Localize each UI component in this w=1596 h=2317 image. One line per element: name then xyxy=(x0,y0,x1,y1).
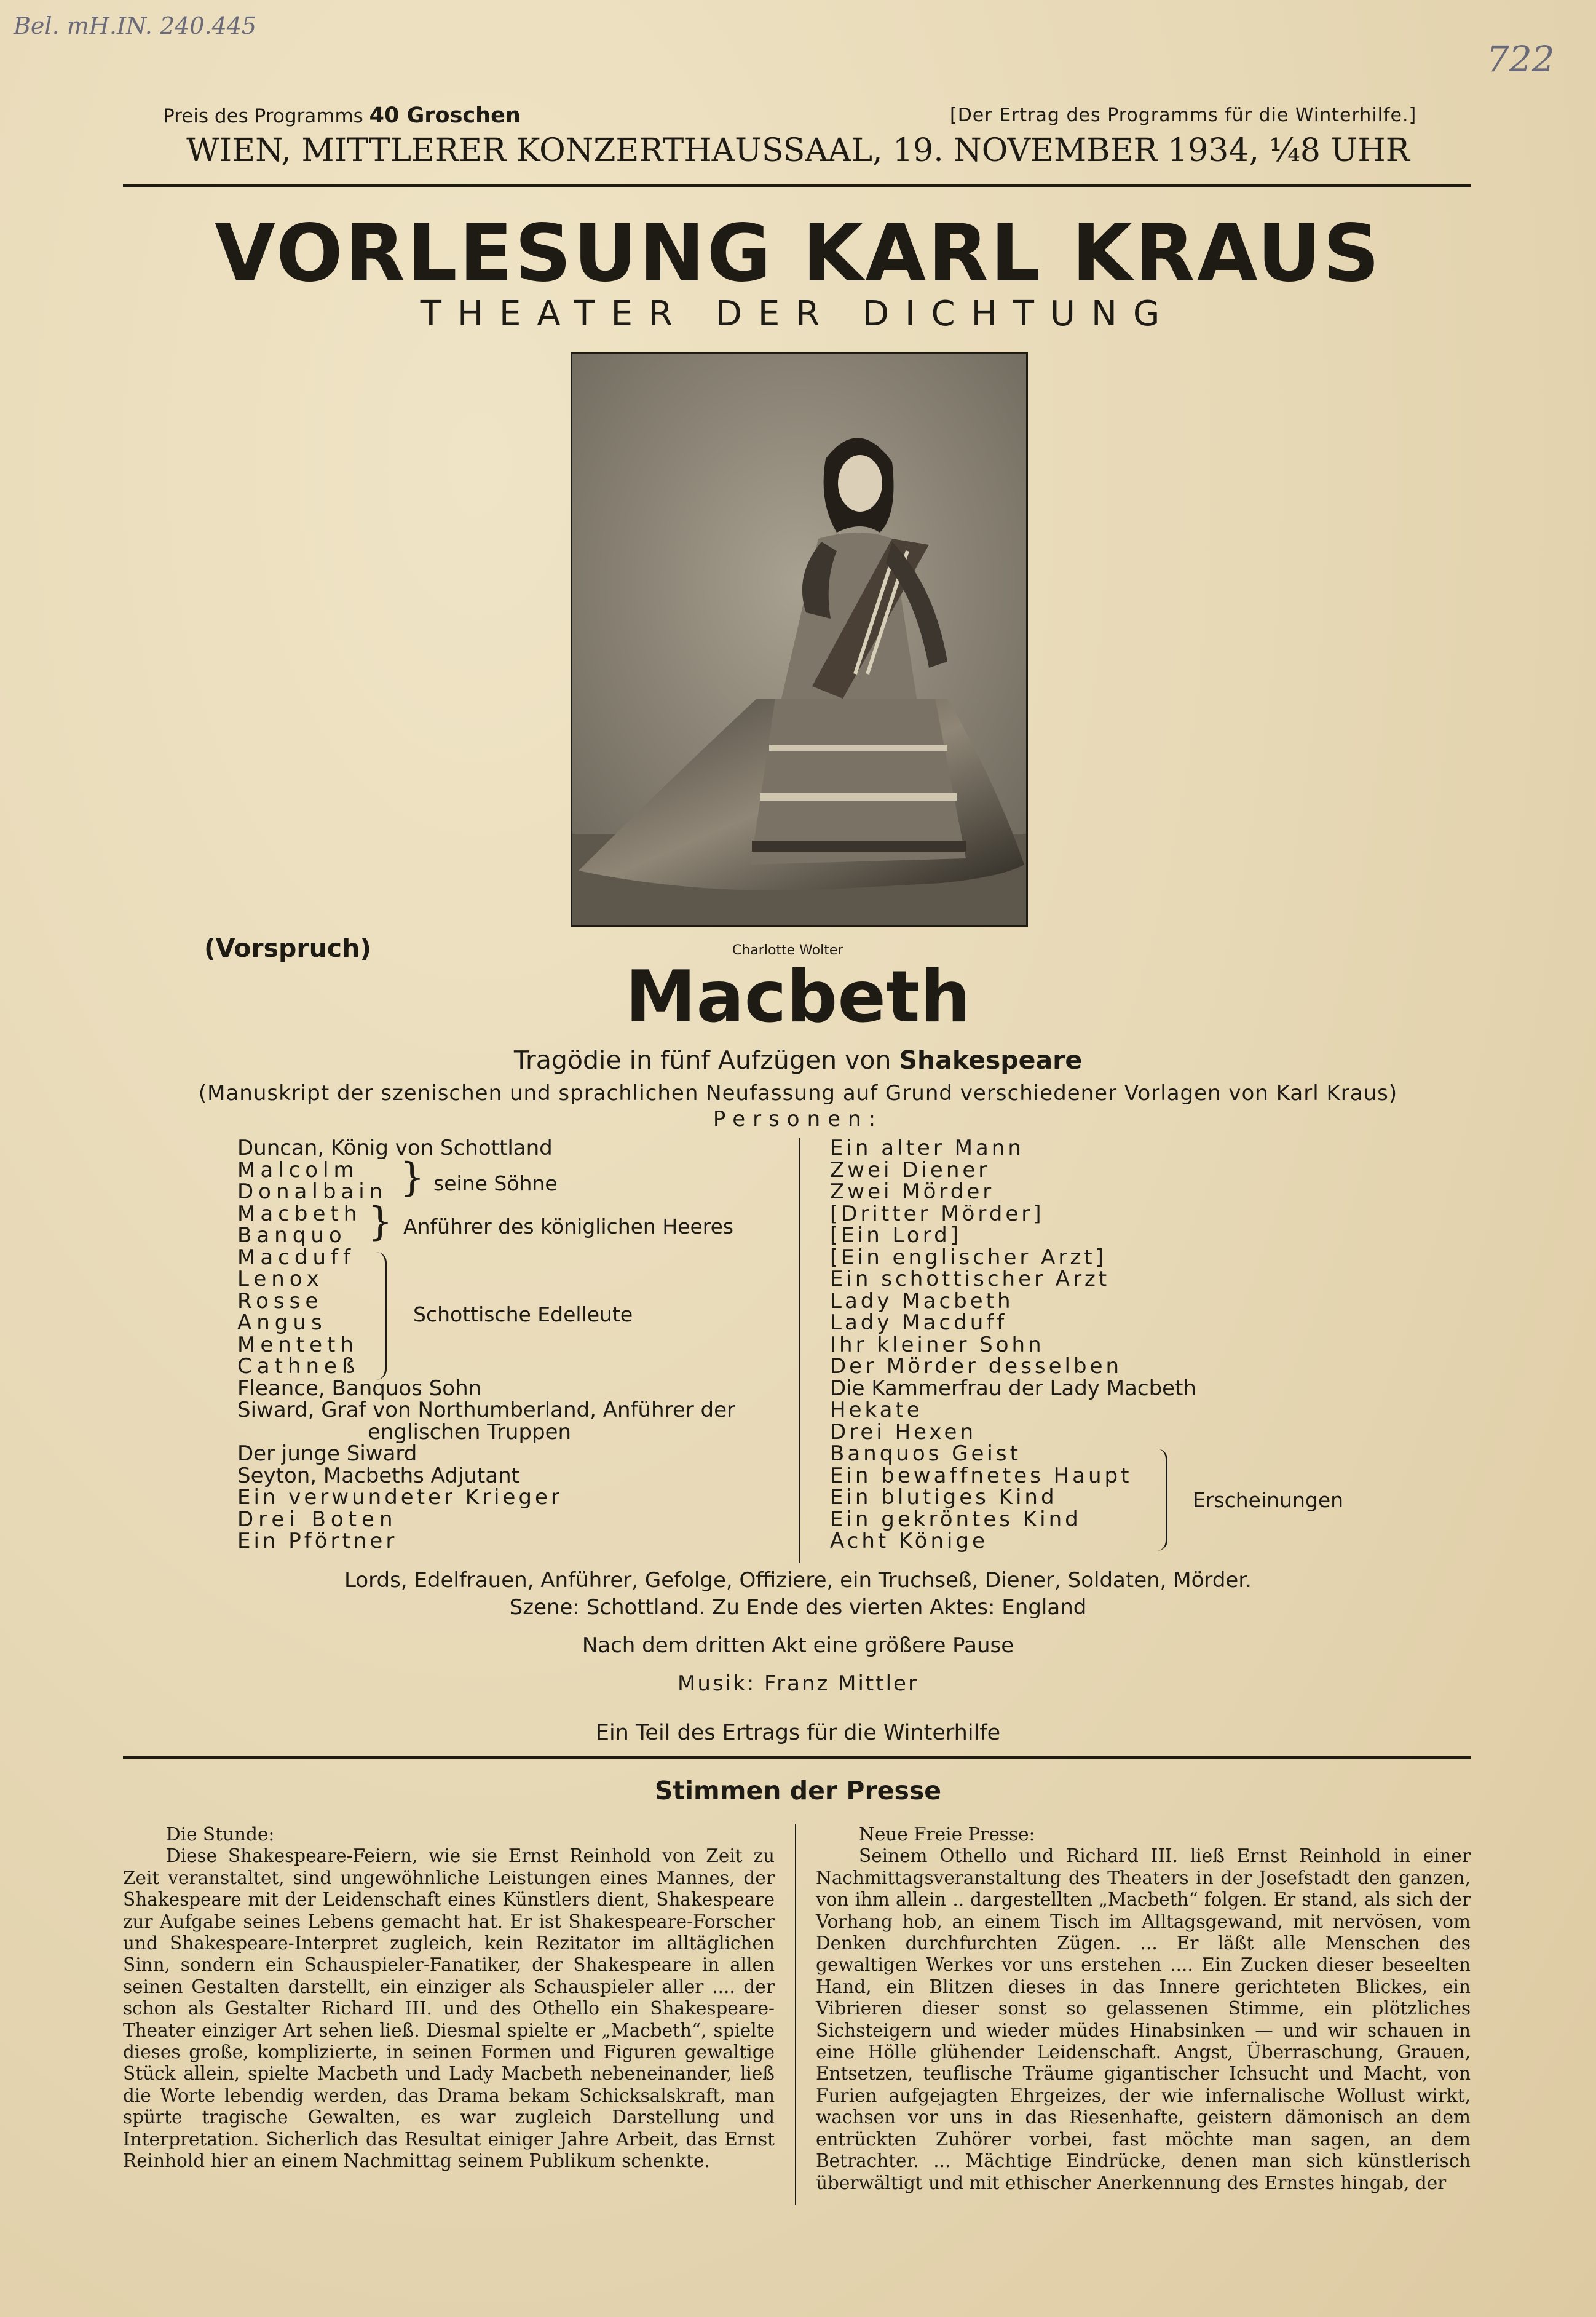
photo-caption: Charlotte Wolter xyxy=(732,943,843,958)
cast-macduff: Macduff xyxy=(237,1245,355,1270)
press-left-source: Die Stunde: xyxy=(166,1824,275,1845)
cast-angus: Angus xyxy=(237,1310,327,1335)
persons-heading: Personen: xyxy=(713,1107,883,1131)
press-right-source: Neue Freie Presse: xyxy=(859,1824,1035,1845)
manuscript-note: (Manuskript der szenischen und sprachlichen Neufassung auf Grund verschiedener Vorlagen von Karl Kraus) xyxy=(198,1081,1398,1106)
press-right-text: Seinem Othello und Richard III. ließ Ernst Reinhold in einer Nachmittagsveranstaltung des Theaters in der Josefstadt den ganzen, von ihm allein .. dargestellten „Macbeth“ folgen. Er stand, als sich der Vorhang hob, an einem Tisch im Alltagsgewand, mit nervösen, vom Denken durchfurchten Zügen. ... Er läßt alle Menschen des gewaltigen Werkes vor uns erstehen .... Ein Zucken dieser beseelten Hand, ein Blitzen dieses in das Innere gerichteten Blickes, ein Vibrieren dieser sonst so gelassenen Stimme, ein plötzliches Sichsteigern und wieder müdes Hinabsinken — und wir schauen in eine Hölle glühender Leidenschaft. Angst, Überraschung, Grauen, Entsetzen, teuflische Träume gigantischer Ichsucht und Macht, von Furien aufgejagten Ehrgeizes, der wie infernalische Wollust wirkt, wachsen vor uns in das Riesenhafte, geistern dämonisch an dem entrückten Zuhörer vorbei, fast möchte man sagen, an dem Betrachter. ... Mächtige Eindrücke, denen man sich künstlerisch überwältigt und mit ethischer Anerkennung des Ernstes hingab, der xyxy=(816,1845,1471,2193)
scene-line: Szene: Schottland. Zu Ende des vierten Aktes: England xyxy=(509,1595,1087,1620)
portrait-illustration xyxy=(572,354,1026,925)
program-subtitle: THEATER DER DICHTUNG xyxy=(420,294,1176,334)
cast-messengers: Drei Boten xyxy=(237,1507,398,1532)
cast-lady-macduff: Lady Macduff xyxy=(830,1310,1008,1335)
shelfmark-note: Bel. mH.IN. 240.445 xyxy=(14,12,257,39)
cast-lenox: Lenox xyxy=(237,1267,324,1291)
cast-son-murderer: Der Mörder desselben xyxy=(830,1354,1123,1379)
play-subtitle xyxy=(0,1045,1596,1075)
cast-macbeth: Macbeth xyxy=(237,1201,362,1226)
venue-line: WIEN, MITTLERER KONZERTHAUSSAAL, 19. NOVEMBER 1934, ¼8 UHR xyxy=(186,132,1410,169)
price-line xyxy=(163,103,521,128)
cast-lady-macbeth: Lady Macbeth xyxy=(830,1288,1014,1313)
cast-scottish-doctor: Ein schottischer Arzt xyxy=(830,1267,1110,1291)
apparitions-brace xyxy=(1157,1449,1167,1551)
program-title: VORLESUNG KARL KRAUS xyxy=(215,208,1381,299)
music-line: Musik: Franz Mittler xyxy=(678,1671,918,1696)
cast-witches: Drei Hexen xyxy=(830,1419,977,1444)
cast-son: Ihr kleiner Sohn xyxy=(830,1332,1045,1357)
cast-siward-cont: englischen Truppen xyxy=(368,1419,572,1444)
cast-donalbain: Donalbain xyxy=(237,1179,388,1204)
cast-english-doctor: [Ein englischer Arzt] xyxy=(830,1245,1107,1270)
sons-brace: } xyxy=(400,1155,425,1200)
price-value: 40 Groschen xyxy=(369,103,521,128)
cast-seyton: Seyton, Macbeths Adjutant xyxy=(237,1463,519,1488)
play-author: Shakespeare xyxy=(899,1045,1083,1075)
charity-line: Ein Teil des Ertrags für die Winterhilfe xyxy=(595,1721,1001,1745)
cast-menteth: Menteth xyxy=(237,1332,358,1357)
price-prefix: Preis des Programms xyxy=(163,105,363,127)
cast-gentlewoman: Die Kammerfrau der Lady Macbeth xyxy=(830,1376,1196,1401)
cast-siward: Siward, Graf von Northumberland, Anführer der xyxy=(237,1398,736,1422)
cast-hecate: Hekate xyxy=(830,1398,923,1422)
cast-fleance: Fleance, Banquos Sohn xyxy=(237,1376,482,1401)
cast-duncan: Duncan, König von Schottland xyxy=(237,1136,553,1160)
press-rule xyxy=(123,1756,1471,1759)
sons-note: seine Söhne xyxy=(433,1171,558,1195)
press-left-text: Diese Shakespeare-Feiern, wie sie Ernst Reinhold von Zeit zu Zeit veranstaltet, sind ungewöhnliche Leistungen eines Mannes, der Shakespeare mit der Leidenschaft eines Künstlers dient, Shakespeare zur Aufgabe seines Lebens gemacht hat. Er ist Shakespeare-Forscher und Shakespeare-Interpret zugleich, kein Rezitator im alltäglichen Sinn, sondern ein Schauspieler-Fanatiker, der Shakespeare in allen seinen Gestalten darstellt, ein einziger als Schauspieler aller .... der schon als Gestalter Richard III. und des Othello ein Shakespeare-Theater einziger Art sehen ließ. Diesmal spielte er „Macbeth“, spielte dieses große, komplizierte, in seinen Formen und Figuren gewaltige Stück allein, spielte Macbeth und Lady Macbeth nebeneinander, ließ die Worte lebendig werden, das Drama bekam Schicksalskraft, man spürte tragische Gewalten, es war zugleich Darstellung und Interpretation. Sicherlich das Resultat einiger Jahre Arbeit, das Ernst Reinhold hier an einem Nachmittag seinem Publikum schenkte. xyxy=(123,1845,775,2172)
pause-line: Nach dem dritten Akt eine größere Pause xyxy=(582,1633,1014,1658)
press-right-column xyxy=(816,1824,1471,2194)
prologue-label: (Vorspruch) xyxy=(204,933,372,963)
header-rule xyxy=(123,184,1471,187)
cast-crowned-child: Ein gekröntes Kind xyxy=(830,1507,1081,1532)
play-subtitle-prefix: Tragödie in fünf Aufzügen von xyxy=(513,1045,891,1075)
proceeds-note: [Der Ertrag des Programms für die Winterhilfe.] xyxy=(950,105,1417,126)
apparitions-note: Erscheinungen xyxy=(1193,1488,1344,1512)
cast-porter: Ein Pförtner xyxy=(237,1529,398,1553)
leaders-brace: } xyxy=(368,1199,393,1245)
cast-divider xyxy=(799,1138,800,1563)
cast-eight-kings: Acht Könige xyxy=(830,1529,988,1553)
nobles-brace xyxy=(376,1252,387,1380)
cast-left-column xyxy=(237,1138,735,1553)
cast-malcolm: Malcolm xyxy=(237,1157,359,1182)
cast-cathness: Cathneß xyxy=(237,1354,360,1379)
cast-banquo-ghost: Banquos Geist xyxy=(830,1441,1021,1466)
cast-wounded-soldier: Ein verwundeter Krieger xyxy=(237,1485,563,1510)
nobles-note: Schottische Edelleute xyxy=(413,1302,633,1326)
cast-old-man: Ein alter Mann xyxy=(830,1136,1024,1160)
cast-rosse: Rosse xyxy=(237,1288,323,1313)
cast-third-murderer: [Dritter Mörder] xyxy=(830,1201,1045,1226)
cast-murderers: Zwei Mörder xyxy=(830,1179,995,1204)
press-heading: Stimmen der Presse xyxy=(654,1776,942,1805)
page-number-note: 722 xyxy=(1487,38,1555,80)
cast-young-siward: Der junge Siward xyxy=(237,1441,417,1466)
play-title: Macbeth xyxy=(625,956,971,1039)
cast-banquo: Banquo xyxy=(237,1223,347,1248)
leaders-note: Anführer des königlichen Heeres xyxy=(403,1214,734,1238)
extras-line: Lords, Edelfrauen, Anführer, Gefolge, Offiziere, ein Truchseß, Diener, Soldaten, Mörder. xyxy=(344,1568,1252,1593)
cast-right-column xyxy=(830,1138,1196,1553)
cast-bloody-child: Ein blutiges Kind xyxy=(830,1485,1057,1510)
cast-lord: [Ein Lord] xyxy=(830,1223,962,1248)
cast-armed-head: Ein bewaffnetes Haupt xyxy=(830,1463,1132,1488)
press-divider xyxy=(795,1824,796,2205)
press-left-column xyxy=(123,1824,775,2172)
portrait-photo xyxy=(571,352,1028,927)
cast-servants: Zwei Diener xyxy=(830,1157,990,1182)
